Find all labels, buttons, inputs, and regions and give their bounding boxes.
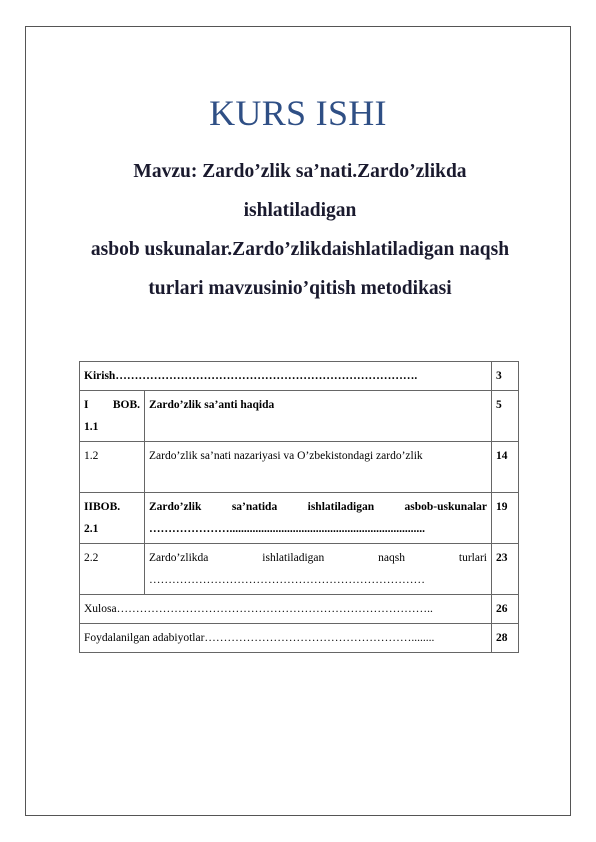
topic-line: turlari mavzusinio’qitish metodikasi <box>148 278 452 299</box>
toc-entry <box>80 595 492 624</box>
topic-line: asbob uskunalar.Zardo’zlikdaishlatiladigan naqsh <box>90 239 510 260</box>
toc-number <box>80 391 145 442</box>
toc-label: Xulosa <box>84 603 117 615</box>
toc-page: 28 <box>492 624 519 653</box>
toc-row-1-2 <box>80 442 519 493</box>
toc-label: Foydalanilgan adabiyotlar <box>84 632 205 644</box>
toc-title <box>145 544 492 595</box>
toc-title: Zardo’zlik sa’anti haqida <box>145 391 492 442</box>
toc-page: 3 <box>492 362 519 391</box>
toc-page: 23 <box>492 544 519 595</box>
toc-entry <box>80 624 492 653</box>
toc-row-conclusion <box>80 595 519 624</box>
toc-number-line: I BOB. <box>84 399 140 411</box>
toc-number: 1.2 <box>80 442 145 493</box>
toc-number-line: 2.1 <box>84 523 99 535</box>
toc-row-2-2 <box>80 544 519 595</box>
toc-title-line: Zardo’zlik sa’natida ishlatiladigan asbob-uskunalar <box>149 501 487 513</box>
toc-entry <box>80 362 492 391</box>
toc-title <box>145 493 492 544</box>
toc-label: Kirish <box>84 370 116 382</box>
toc-page: 19 <box>492 493 519 544</box>
toc-number-line: IIBOB. <box>84 501 121 513</box>
document-title: KURS ISHI <box>209 93 387 133</box>
toc-number <box>80 493 145 544</box>
toc-page: 26 <box>492 595 519 624</box>
toc-number: 2.2 <box>80 544 145 595</box>
toc-title-line: Zardo’zlikda ishlatiladigan naqsh turlari <box>149 552 487 564</box>
table-of-contents <box>79 361 519 653</box>
document-topic <box>80 152 520 308</box>
toc-row-references <box>80 624 519 653</box>
toc-row-intro <box>80 362 519 391</box>
toc-page: 5 <box>492 391 519 442</box>
toc-dots: ……………………………………………………………………. <box>115 370 418 382</box>
toc-title-line: ………………….................................................................... <box>149 523 425 535</box>
toc-row-1-1 <box>80 391 519 442</box>
toc-title-line: ……………………………………………………………… <box>149 574 425 586</box>
toc-number-line: 1.1 <box>84 421 99 433</box>
toc-dots: ……………………………………………………………………….. <box>116 603 433 615</box>
toc-row-2-1 <box>80 493 519 544</box>
toc-page: 14 <box>492 442 519 493</box>
topic-line: Mavzu: Zardo’zlik sa’nati.Zardo’zlikda ishlatiladigan <box>133 161 467 221</box>
toc-dots: ………………………………………………........ <box>204 632 435 644</box>
toc-title: Zardo’zlik sa’nati nazariyasi va O’zbekistondagi zardo’zlik <box>145 442 492 493</box>
